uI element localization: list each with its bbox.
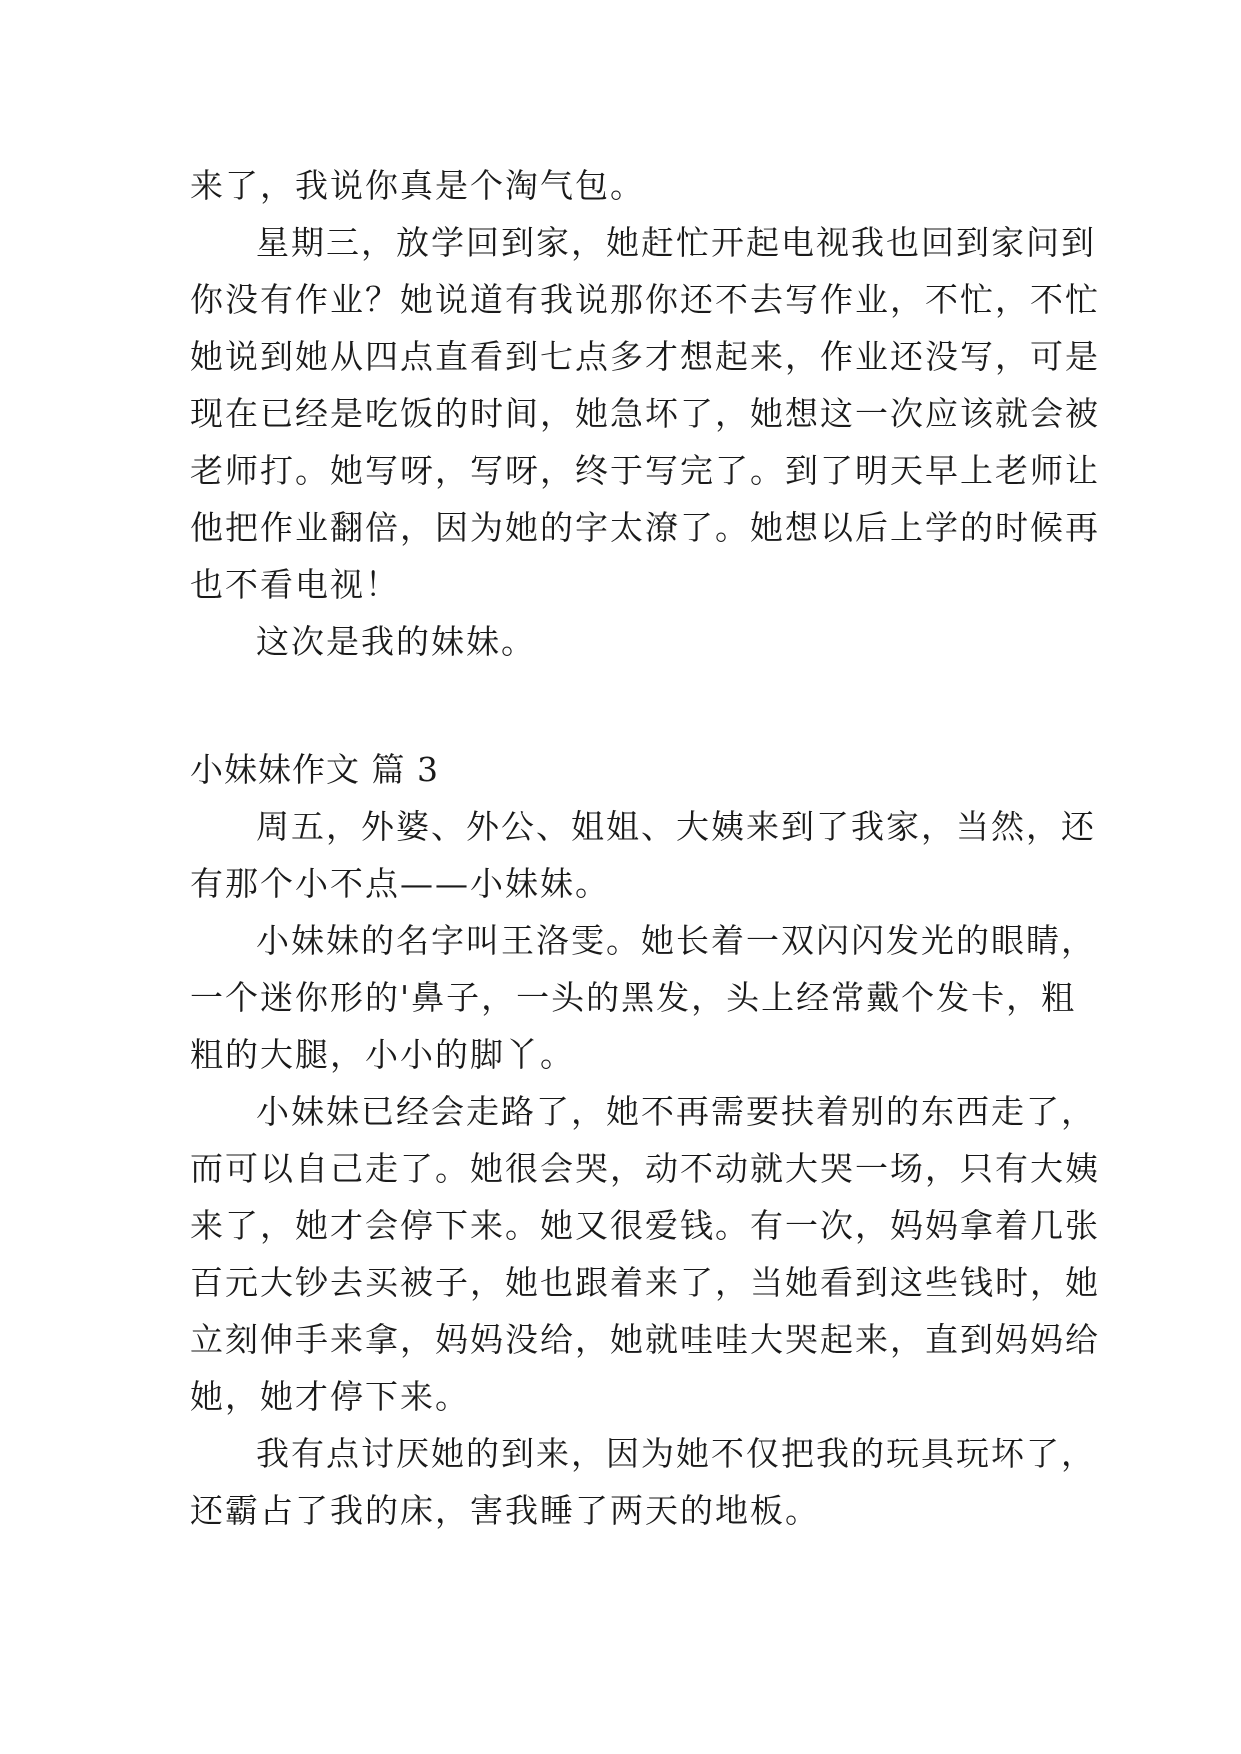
text-line: 来了，她才会停下来。她又很爱钱。有一次，妈妈拿着几张 (190, 1206, 1100, 1245)
text-line: 粗的大腿，小小的脚丫。 (190, 1035, 575, 1074)
paragraph-start-line: 小妹妹的名字叫王洛雯。她长着一双闪闪发光的眼睛， (256, 921, 1096, 960)
section-heading: 小妹妹作文 篇 3 (190, 750, 439, 789)
text-line: 他把作业翻倍，因为她的字太潦了。她想以后上学的时候再 (190, 508, 1100, 547)
text-line: 来了，我说你真是个淘气包。 (190, 166, 645, 205)
text-line: 而可以自己走了。她很会哭，动不动就大哭一场，只有大姨 (190, 1149, 1100, 1188)
text-line: 也不看电视！ (190, 565, 400, 604)
paragraph-start-line: 星期三，放学回到家，她赶忙开起电视我也回到家问到 (256, 223, 1096, 262)
text-line: 有那个小不点——小妹妹。 (190, 864, 610, 903)
text-line: 老师打。她写呀，写呀，终于写完了。到了明天早上老师让 (190, 451, 1100, 490)
text-line: 立刻伸手来拿，妈妈没给，她就哇哇大哭起来，直到妈妈给 (190, 1320, 1100, 1359)
text-line: 百元大钞去买被子，她也跟着来了，当她看到这些钱时，她 (190, 1263, 1100, 1302)
text-line: 一个迷你形的'鼻子，一头的黑发，头上经常戴个发卡，粗 (190, 978, 1077, 1017)
paragraph-start-line: 这次是我的妹妹。 (256, 622, 536, 661)
text-line: 还霸占了我的床，害我睡了两天的地板。 (190, 1491, 820, 1530)
text-line: 她说到她从四点直看到七点多才想起来，作业还没写，可是 (190, 337, 1100, 376)
text-line: 她，她才停下来。 (190, 1377, 470, 1416)
paragraph-start-line: 周五，外婆、外公、姐姐、大姨来到了我家，当然，还 (256, 807, 1096, 846)
paragraph-start-line: 小妹妹已经会走路了，她不再需要扶着别的东西走了， (256, 1092, 1096, 1131)
paragraph-start-line: 我有点讨厌她的到来，因为她不仅把我的玩具玩坏了， (256, 1434, 1096, 1473)
text-line: 你没有作业？她说道有我说那你还不去写作业，不忙，不忙 (190, 280, 1100, 319)
text-line: 现在已经是吃饭的时间，她急坏了，她想这一次应该就会被 (190, 394, 1100, 433)
